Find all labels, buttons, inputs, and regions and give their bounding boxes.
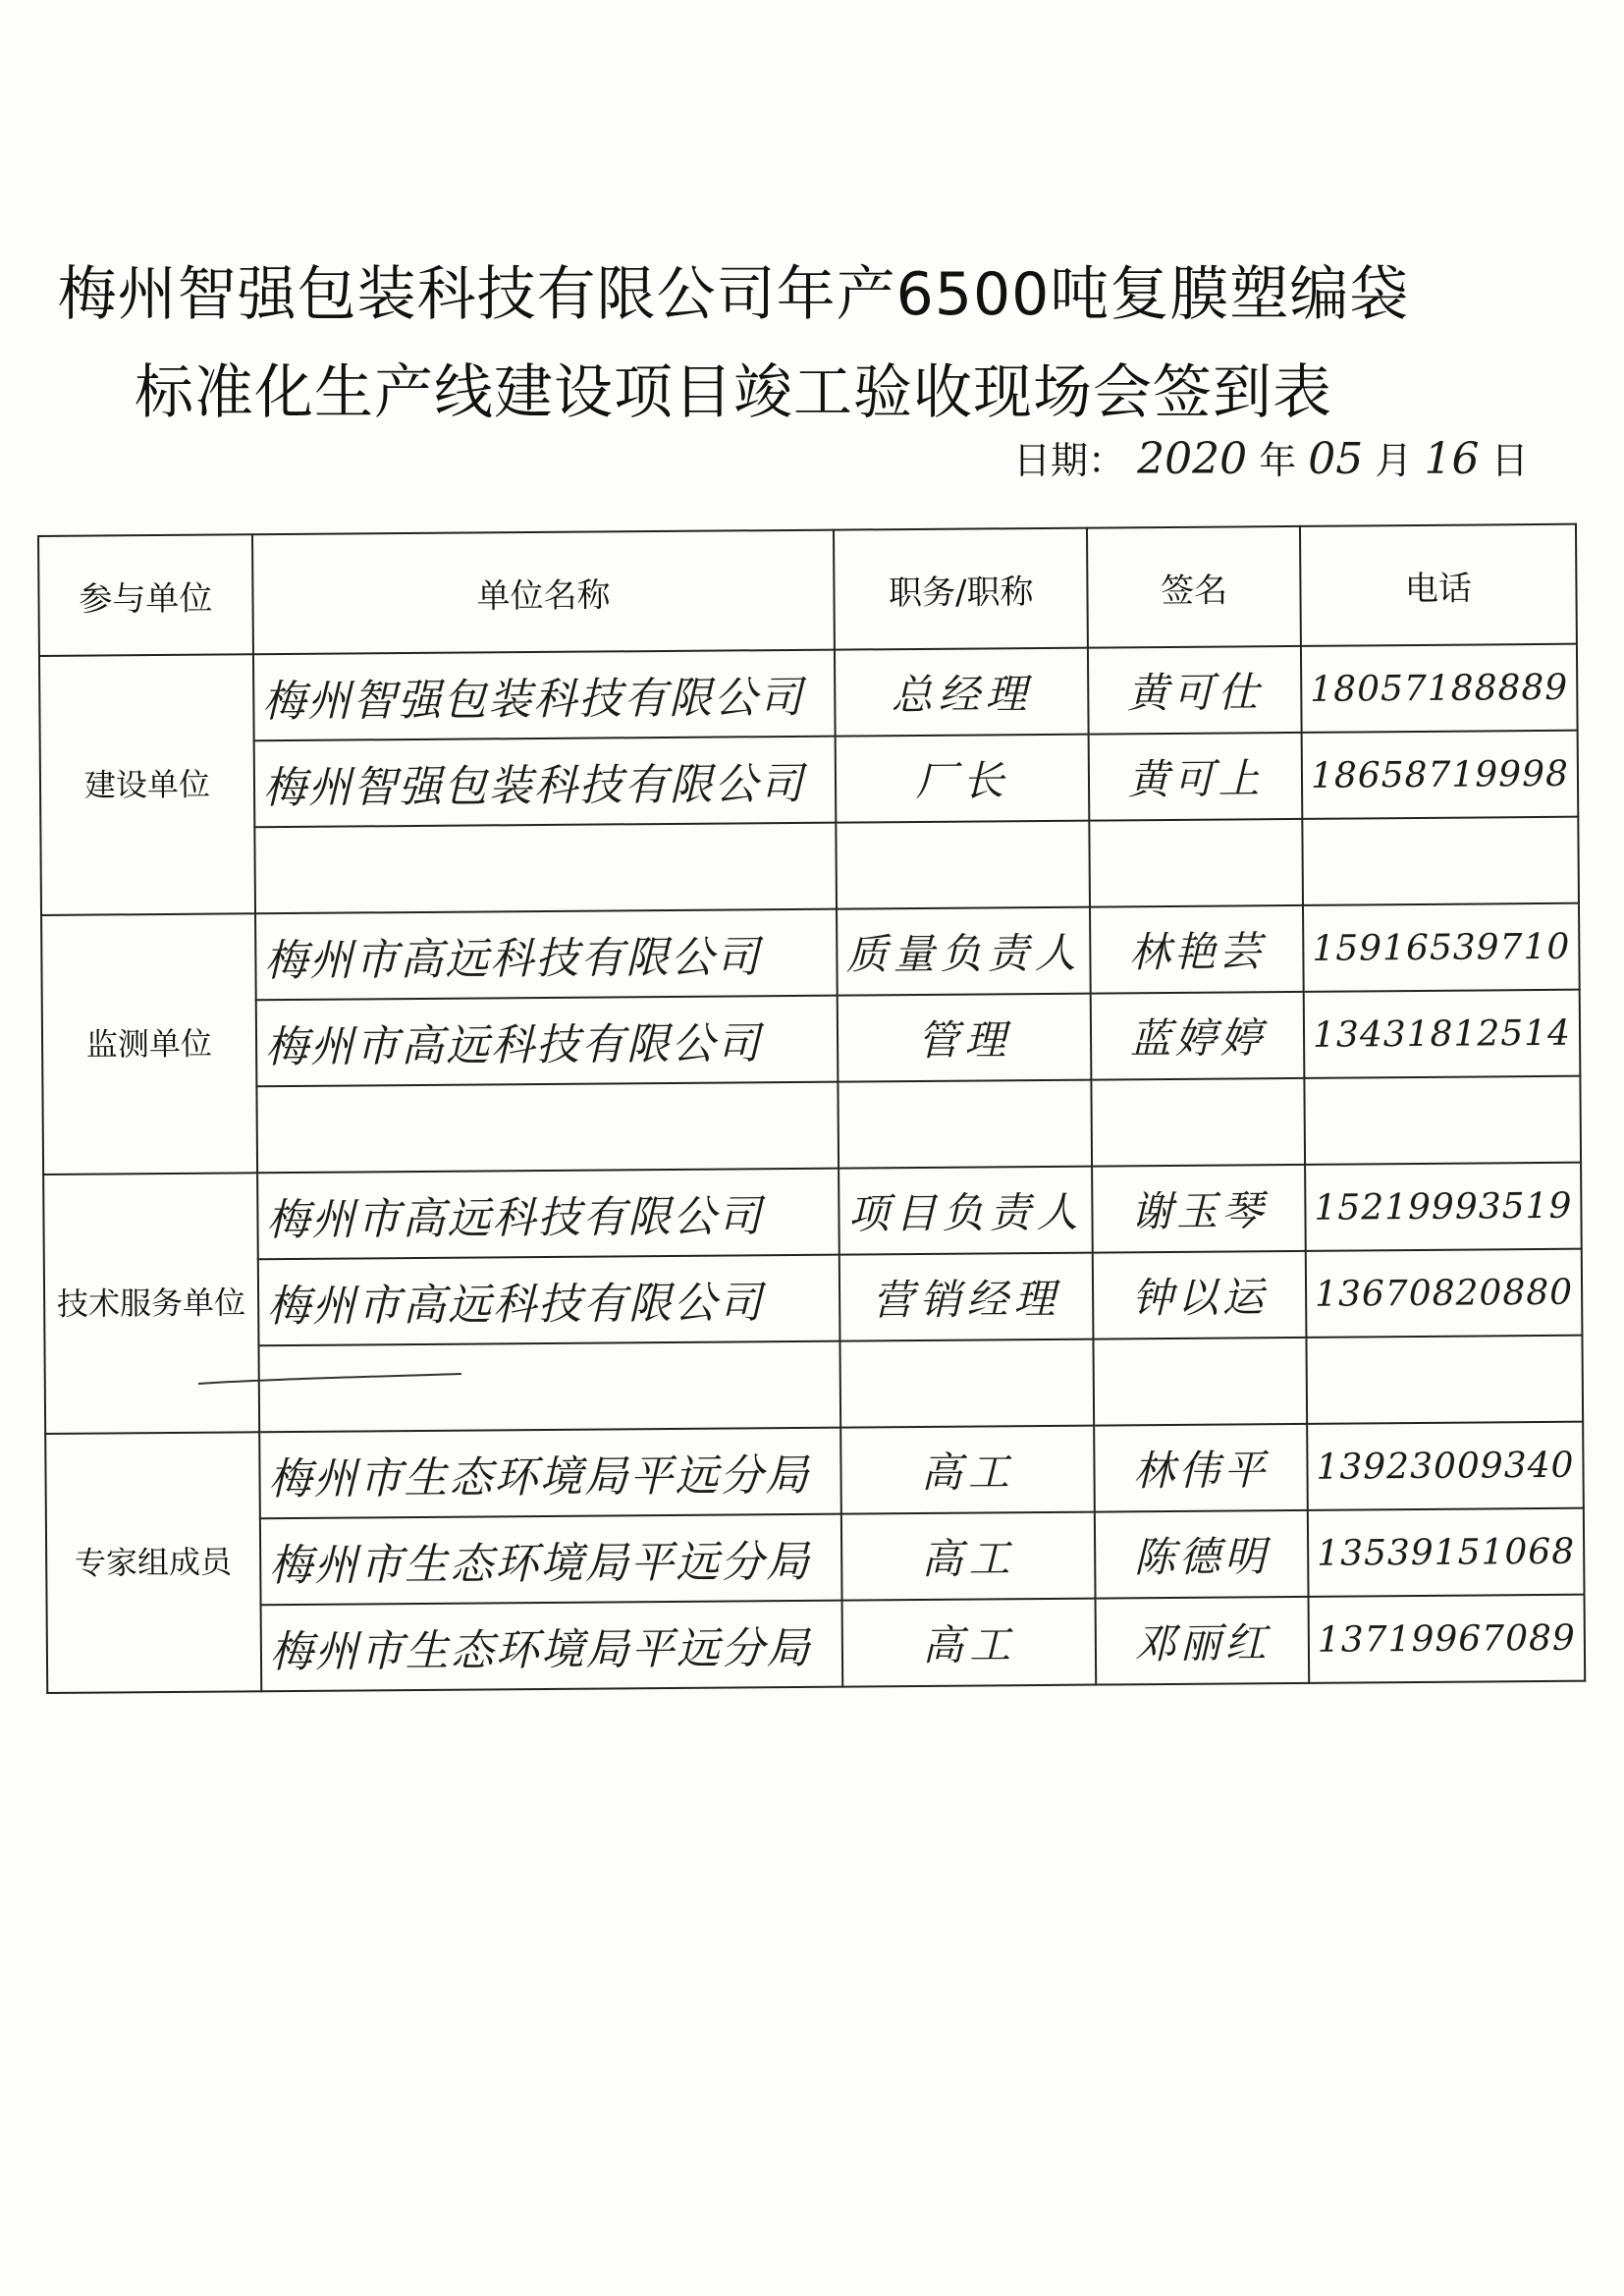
cell-name [255,996,838,1087]
handwritten-name: 梅州市高远科技有限公司 [263,932,762,987]
date-day: 16 [1424,434,1480,484]
group-label: 技术服务单位 [43,1173,259,1434]
handwritten-signature: 陈德明 [1133,1532,1271,1582]
handwritten-name: 梅州市高远科技有限公司 [264,1018,763,1073]
handwritten-phone: 13539151068 [1317,1531,1576,1574]
date-year: 2020 [1137,434,1248,484]
handwritten-phone: 18057188889 [1310,667,1569,710]
handwritten-phone: 13719967089 [1317,1617,1576,1661]
handwritten-phone: 13670820880 [1314,1272,1574,1315]
header-row [38,524,1577,656]
cell-role [842,1599,1097,1687]
cell-role [838,994,1092,1082]
attendance-table [37,523,1586,1694]
handwritten-signature: 钟以运 [1131,1273,1269,1323]
group-label: 监测单位 [41,913,257,1175]
cell-name [253,650,836,741]
cell-signature [1092,1165,1305,1253]
handwritten-role: 营销经理 [872,1274,1061,1325]
cell-role [839,1253,1094,1341]
handwritten-role: 厂长 [915,756,1010,805]
handwritten-name: 梅州市生态环境局平远分局 [268,1449,811,1505]
handwritten-name: 梅州智强包装科技有限公司 [262,758,805,814]
header-signature: 签名 [1087,526,1301,648]
header-phone: 电话 [1300,524,1577,646]
table-row [42,990,1581,1088]
cell-name [254,823,837,914]
cell-role [837,907,1091,996]
cell-phone [1304,1076,1581,1165]
group-label: 专家组成员 [45,1432,261,1693]
table-row [40,817,1579,915]
date-year-unit: 年 [1259,439,1297,482]
cell-role [839,1167,1093,1255]
date-line [1013,430,1529,484]
table-row [44,1249,1583,1347]
handwritten-phone: 15916539710 [1312,926,1571,969]
cell-name [260,1601,842,1692]
cell-name [255,909,838,1001]
cell-name [260,1514,842,1606]
cell-signature [1090,905,1303,994]
cell-phone [1309,1595,1586,1683]
cell-signature [1094,1424,1307,1512]
cell-signature [1089,733,1302,821]
handwritten-role: 总经理 [891,670,1033,720]
document-title-line2: 标准化生产线建设项目竣工验收现场会签到表 [135,358,1332,427]
cell-role [837,821,1091,909]
handwritten-phone: 13431812514 [1312,1012,1572,1056]
handwritten-signature: 黄可仕 [1126,668,1264,718]
cell-phone [1305,1163,1582,1251]
handwritten-name: 梅州市高远科技有限公司 [266,1278,765,1333]
handwritten-phone: 18658719998 [1310,753,1570,796]
handwritten-signature: 林伟平 [1132,1446,1270,1496]
cell-phone [1308,1508,1585,1597]
handwritten-role: 管理 [917,1015,1012,1065]
cell-role [840,1426,1095,1514]
handwritten-role: 高工 [922,1620,1017,1669]
cell-name [256,1082,839,1174]
cell-name [253,737,836,828]
cell-phone [1302,731,1579,819]
pen-stroke-mark [196,1370,471,1390]
handwritten-role: 项目负责人 [847,1187,1084,1238]
cell-phone [1306,1336,1583,1424]
table-row [41,903,1580,1002]
cell-phone [1304,990,1581,1078]
cell-signature [1095,1510,1308,1599]
handwritten-name: 梅州市高远科技有限公司 [266,1191,764,1246]
cell-role [836,735,1090,823]
cell-phone [1307,1422,1584,1510]
handwritten-signature: 邓丽红 [1134,1618,1271,1668]
cell-signature [1092,1078,1305,1167]
handwritten-phone: 15219993519 [1314,1185,1573,1229]
table-row [40,731,1579,829]
handwritten-role: 高工 [921,1534,1016,1583]
table-row [47,1595,1586,1693]
group-label: 建设单位 [39,654,255,915]
cell-name [259,1428,841,1519]
table-row [43,1163,1582,1261]
handwritten-signature: 谢玉琴 [1130,1186,1268,1236]
cell-phone [1302,817,1579,905]
cell-role [835,648,1089,737]
cell-signature [1090,819,1303,907]
cell-signature [1091,992,1304,1080]
date-label: 日期： [1013,439,1126,482]
header-role: 职务/职称 [834,528,1088,650]
handwritten-signature: 蓝婷婷 [1129,1013,1266,1064]
cell-name [258,1255,840,1346]
handwritten-signature: 林艳芸 [1128,927,1266,977]
cell-signature [1088,646,1301,735]
handwritten-name: 梅州智强包装科技有限公司 [261,672,805,728]
cell-phone [1301,644,1578,733]
table-row [45,1422,1584,1520]
handwritten-signature: 黄可上 [1127,754,1264,804]
document-title-line1: 梅州智强包装科技有限公司年产6500吨复膜塑编袋 [57,260,1410,329]
header-name: 单位名称 [252,530,836,655]
cell-signature [1094,1338,1307,1426]
cell-role [841,1512,1096,1601]
handwritten-name: 梅州市生态环境局平远分局 [268,1536,812,1592]
cell-signature [1093,1251,1306,1339]
handwritten-role: 质量负责人 [845,928,1082,979]
cell-role [840,1339,1095,1428]
date-day-unit: 日 [1490,439,1529,482]
date-month: 05 [1308,434,1364,484]
cell-phone [1303,903,1580,992]
handwritten-role: 高工 [920,1448,1016,1497]
date-month-unit: 月 [1375,439,1413,482]
table-row [39,644,1578,742]
handwritten-phone: 13923009340 [1316,1445,1575,1488]
cell-role [839,1080,1093,1169]
cell-name [257,1169,839,1260]
table-row [42,1076,1581,1175]
table-row [46,1508,1585,1607]
cell-signature [1096,1597,1309,1685]
handwritten-name: 梅州市生态环境局平远分局 [269,1622,812,1678]
cell-phone [1306,1249,1583,1338]
header-group: 参与单位 [38,534,253,656]
